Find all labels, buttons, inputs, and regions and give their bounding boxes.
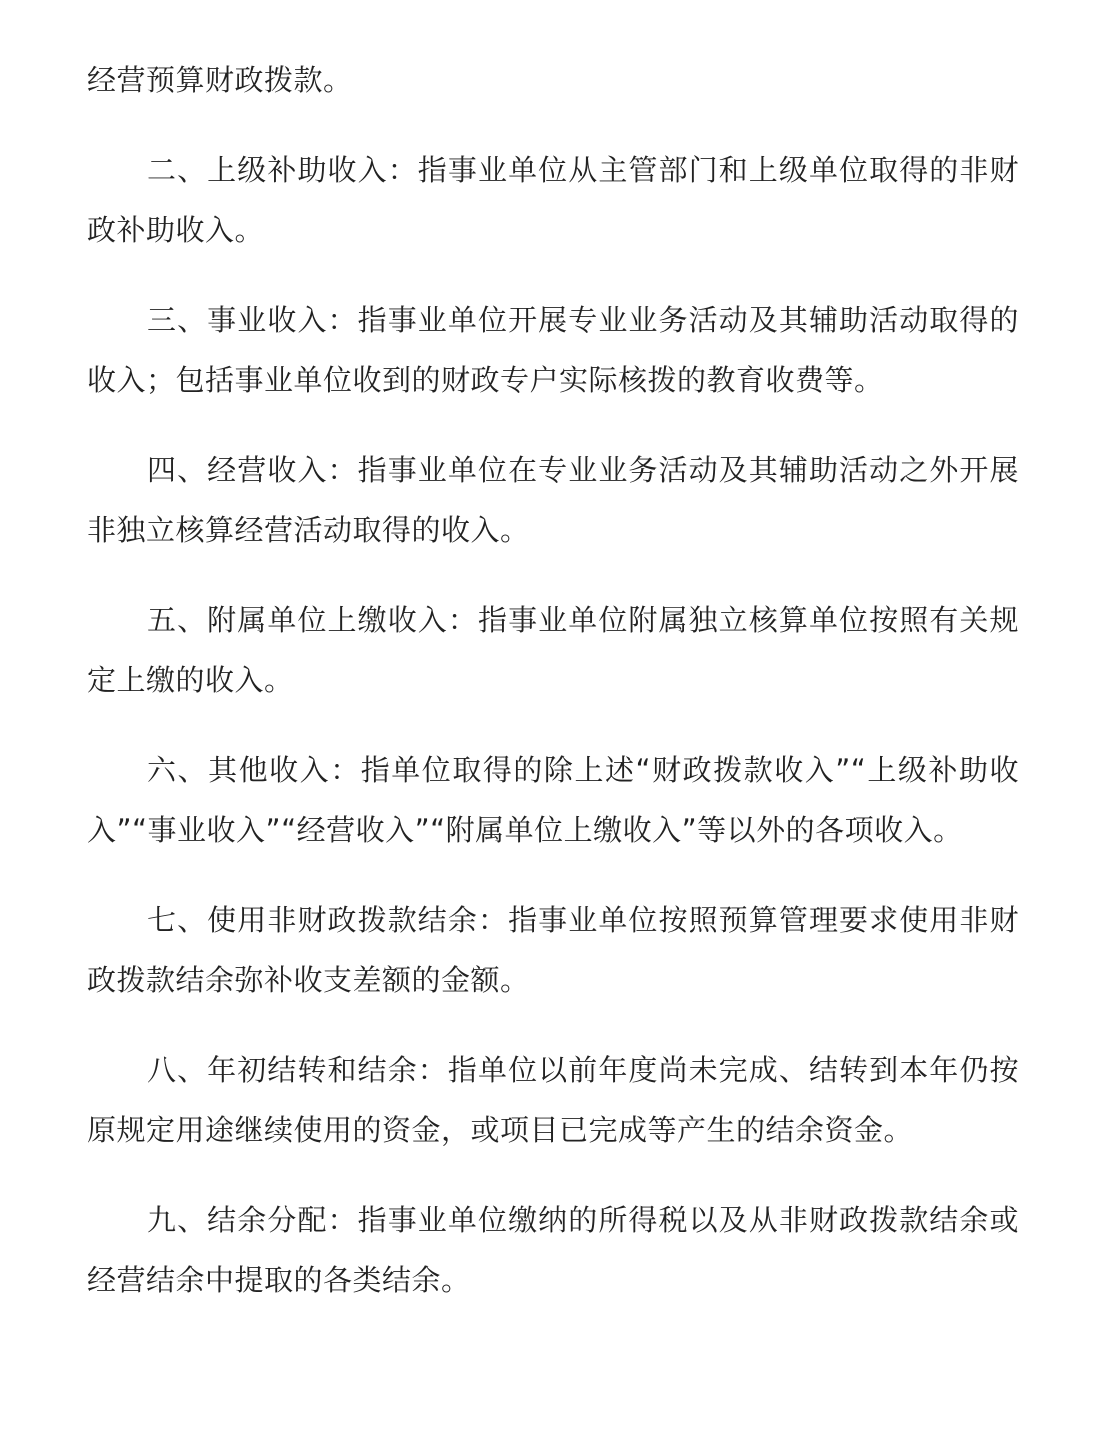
paragraph-operating-income: 四、经营收入：指事业单位在专业业务活动及其辅助活动之外开展非独立核算经营活动取得的收入。: [87, 453, 1019, 547]
paragraph-carryover-and-surplus: 八、年初结转和结余：指单位以前年度尚未完成、结转到本年仍按原规定用途继续使用的资金，或项目已完成等产生的结余资金。: [87, 1053, 1019, 1147]
paragraph-business-income: 三、事业收入：指事业单位开展专业业务活动及其辅助活动取得的收入；包括事业单位收到的财政专户实际核拨的教育收费等。: [87, 303, 1019, 397]
paragraph-non-fiscal-surplus-use: 七、使用非财政拨款结余：指事业单位按照预算管理要求使用非财政拨款结余弥补收支差额的金额。: [87, 903, 1019, 997]
paragraph-affiliated-unit-income: 五、附属单位上缴收入：指事业单位附属独立核算单位按照有关规定上缴的收入。: [87, 603, 1019, 697]
paragraph-surplus-distribution: 九、结余分配：指事业单位缴纳的所得税以及从非财政拨款结余或经营结余中提取的各类结余。: [87, 1203, 1019, 1297]
paragraph-continuation: 经营预算财政拨款。: [87, 63, 353, 97]
paragraph-superior-subsidy-income: 二、上级补助收入：指事业单位从主管部门和上级单位取得的非财政补助收入。: [87, 153, 1019, 247]
document-page: [87, 50, 1019, 1310]
paragraph-other-income: 六、其他收入：指单位取得的除上述“财政拨款收入”“上级补助收入”“事业收入”“经营收入”“附属单位上缴收入”等以外的各项收入。: [87, 753, 1019, 847]
